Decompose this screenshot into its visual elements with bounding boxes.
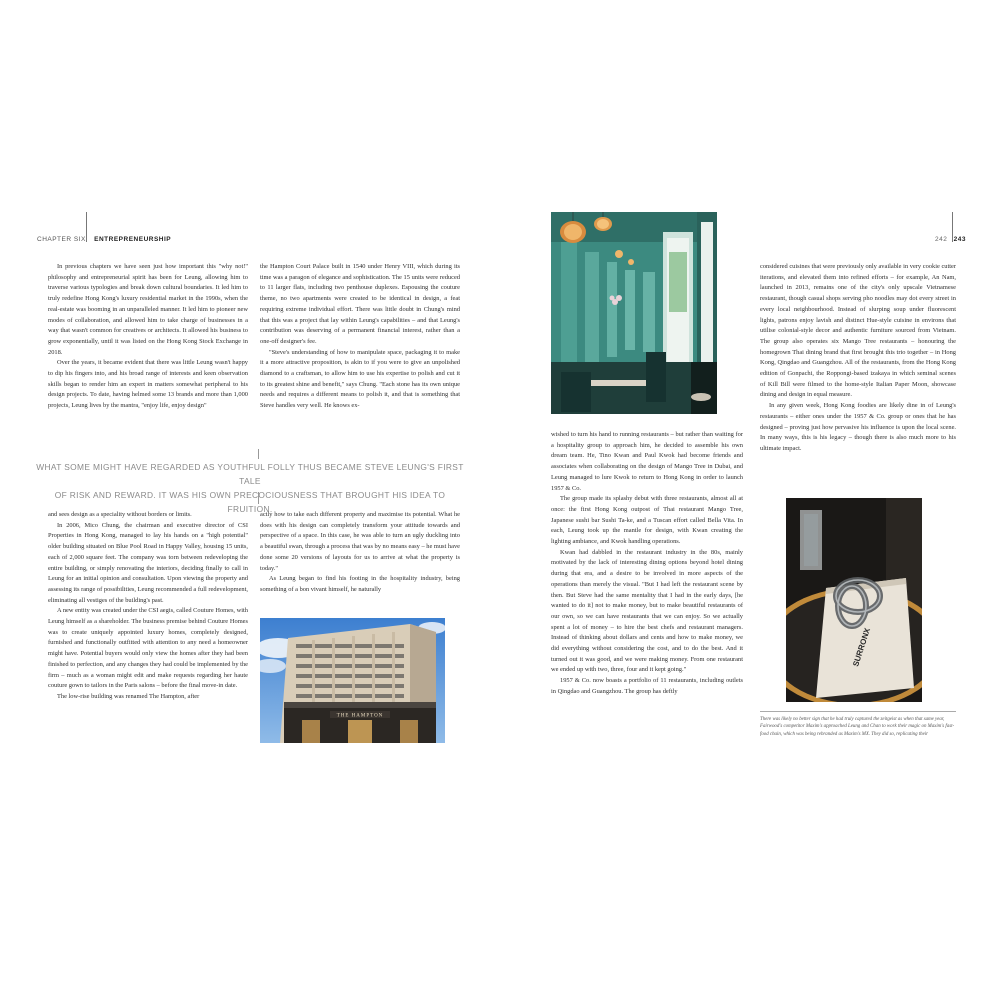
paragraph: actly how to take each different property and maximise its potential. What he does with his design can completely transform your attitude towards and perspective of a space. In this case, he was able to turn an ugly duckling into a beautiful swan, through a process that was by no means easy – he must have done some 20 versions of layouts for us to arrive at what the property is today." (260, 511, 460, 572)
column-1-bottom (48, 510, 248, 750)
paragraph: considered cuisines that were previously only available in very cookie cutter iterations, and elevated them into refined efforts – for example, An Nam, launched in 2013, remains one of the city's only upscale Vietnamese restaurant, though casual shops serving pho noodles may dot every street in every local neighbourhood. Instead of slurping soup under fluorescent lights, patrons enjoy lavish and distinct Hue-style cuisine in environs that utilise colonial-style decor and authentic furniture sourced from Vietnam. The group also operates six Mango Tree restaurants – honouring the homegrown Thai dining brand that first brought this trio together – in Hong Kong, Qingdao and Guangzhou. All of the restaurants, from the Hong Kong edition of Gonpachi, the Roppongi-based izakaya in which seminal scenes of Kill Bill were filmed to the home-style Italian Paper Moon, showcase dining and design in equal measure. (760, 263, 956, 399)
column-1-top (48, 262, 248, 448)
book-spine-text: SURRONX (851, 626, 873, 668)
paragraph: wished to turn his hand to running restaurants – but rather than waiting for a hospitality group to approach him, he decided to assemble his own dream team. He, Tino Kwan and Paul Kwok had become friends and associates when collaborating on the design of Mango Tree in Dubai, and Leung managed to lure Kwok to return to Hong Kong in order to launch 1957 & Co. (551, 431, 743, 492)
paragraph: As Leung began to find his footing in the hospitality industry, being something of a bon vivant himself, he naturally (260, 575, 460, 593)
hampton-building-photo (260, 618, 445, 743)
pullquote (34, 460, 466, 516)
running-head-left (37, 236, 171, 243)
caption-rule (760, 711, 956, 712)
header-divider-left (86, 212, 87, 242)
chapter-label: CHAPTER SIX (37, 236, 86, 243)
page-number-left: 242 (935, 236, 948, 243)
photo-caption: There was likely no better sign that he had truly captured the zeitgeist as when that same year, Fairwood's competitor Maxim's approached Leung and Chan to work their magic on Maxim's fast-food chain, which was being rebranded as Maxim's MX. They did so, replicating their (760, 717, 955, 737)
paragraph: 1957 & Co. now boasts a portfolio of 11 restaurants, including outlets in Qingdao and Guangzhou. The group has deftly (551, 677, 743, 695)
column-3 (551, 430, 743, 752)
restaurant-interior-photo (551, 212, 717, 414)
column-4 (760, 262, 956, 488)
pullquote-line-1: WHAT SOME MIGHT HAVE REGARDED AS YOUTHFUL FOLLY THUS BECAME STEVE LEUNG'S FIRST TALE (36, 462, 464, 486)
section-label: ENTREPRENEURSHIP (94, 236, 172, 243)
paragraph: The group made its splashy debut with three restaurants, almost all at once: the first Hong Kong outpost of Thai restaurant Mango Tree, Japanese sushi bar Sushi Ta-ke, and a Tuscan effort called Bella Vita. In each, Leung took up the mantle for design, with Kwan creating the lighting ambiance, and Kwok handling operations. (551, 495, 743, 546)
paragraph: A new entity was created under the CSI aegis, called Couture Homes, with Leung himself as a shareholder. The business premise behind Couture Homes was to create uniquely appointed luxury homes, completely designed, furnished and functionally outfitted with attention to any need a homeowner might have. Potential buyers would only view the homes after they had been finished to perfection, and any changes they had could be implemented by the firm – much as a woman might edit and make requests regarding her haute couture gown to tailors in the Paris salons – before the final move-in date. (48, 607, 248, 690)
paragraph: the Hampton Court Palace built in 1540 under Henry VIII, which during its time was a paragon of elegance and sophistication. The 15 units were reduced to 11 larger flats, including two penthouse duplexes. Espousing the couture theme, no two apartments were created to be identical in design, a feat requiring extreme individual effort. There was little doubt in Chung's mind that this was a project that lay within Leung's capabilities – and that Leung's contribution was deserving of a permanent financial interest, rather than a one-off designer's fee. (260, 263, 460, 345)
paragraph: In any given week, Hong Kong foodies are likely dine in of Leung's restaurants – either ones under the 1957 & Co. group or ones that he has designed – proving just how pervasive his influence is upon the local scene. In many ways, this is his legacy – though there is also much more to his ultimate impact. (760, 402, 956, 452)
paragraph: "Steve's understanding of how to manipulate space, packaging it to make it a more attractive proposition, is akin to if you were to give an unpolished diamond to a craftsman, to allow him to use his expertise to polish and cut it to its greatest shine and benefit," says Chung. "Each stone has its own unique needs and requires a different means to polish it, and that is something that Steve handles very well. He knows ex- (260, 348, 460, 410)
running-head-right (935, 236, 966, 243)
pullquote-rule-bottom (258, 492, 259, 504)
paragraph: Kwan had dabbled in the restaurant industry in the 80s, mainly motivated by the lack of interesting dining options beyond hotel dining during that era, and a desire to be involved in more aspects of the operations than merely the visual. "But I had left the restaurant scene by then. But Steve had the same mentality that I had in the early days, [he wanted to do it] not to make money, but to make beautiful restaurants of our own, so we can have restaurants that we can enjoy. So we actually spent a lot of money – to hire the best chefs and restaurant managers. Instead of thinking about dollars and cents and how to make money, we did everything without considering the cost, and to do the best. And it turned out it was good, and we were making money. From one restaurant we ended up with two, three, four and it kept going." (551, 548, 743, 674)
paragraph: In 2006, Mico Chung, the chairman and executive director of CSI Properties in Hong Kong, managed to lay his hands on a "high potential" older building situated on Blue Pool Road in Happy Valley, housing 15 units, each of 2,000 square feet. The company was torn between redeveloping the entire building, or simply renovating the interiors, deciding finally to call in Leung for an initial opinion and consultation. Upon viewing the property and assessing its range of possibilities, Leung recommended a full redevelopment, eliminating all vestiges of the building's past. (48, 521, 248, 604)
paragraph: and sees design as a speciality without borders or limits. (48, 511, 192, 518)
building-sign-text: THE HAMPTON (336, 713, 384, 719)
paragraph: In previous chapters we have seen just how important this "why not!" philosophy and entrepreneurial spirit has been for Leung, allowing him to traverse various typologies and break down cultural boundaries. It led him to truly redefine Hong Kong's luxury residential market in the 1990s, when the real-estate was booming in an unparalleled manner. It led him to pioneer new modes of collaboration, and allowed him to take charge of businesses in a way that wasn't common for creatives or architects. It allowed his business to grow exponentially, until it was listed on the Hong Kong Stock Exchange in 2018. (48, 263, 248, 356)
column-2-top (260, 262, 460, 448)
paragraph: The low-rise building was renamed The Hampton, after (57, 692, 200, 700)
page-number-right: 243 (953, 236, 967, 243)
pullquote-line-2: OF RISK AND REWARD. IT WAS HIS OWN PRECOCIOUSNESS THAT BROUGHT HIS IDEA TO FRUITION. (54, 490, 446, 514)
column-2-bottom (260, 510, 460, 610)
paragraph: Over the years, it became evident that there was little Leung wasn't happy to dip his fingers into, and his broad range of interests and keen observation skills began to render him an expert in matters somewhat peripheral to his design projects. To date, having helmed some 13 brands and more than 1,000 projects, Leung lives by the mantra, "enjoy life, enjoy design" (48, 359, 248, 410)
pullquote-rule-top (258, 449, 259, 459)
header-divider-right (952, 212, 953, 242)
sculpture-photo (786, 498, 922, 702)
